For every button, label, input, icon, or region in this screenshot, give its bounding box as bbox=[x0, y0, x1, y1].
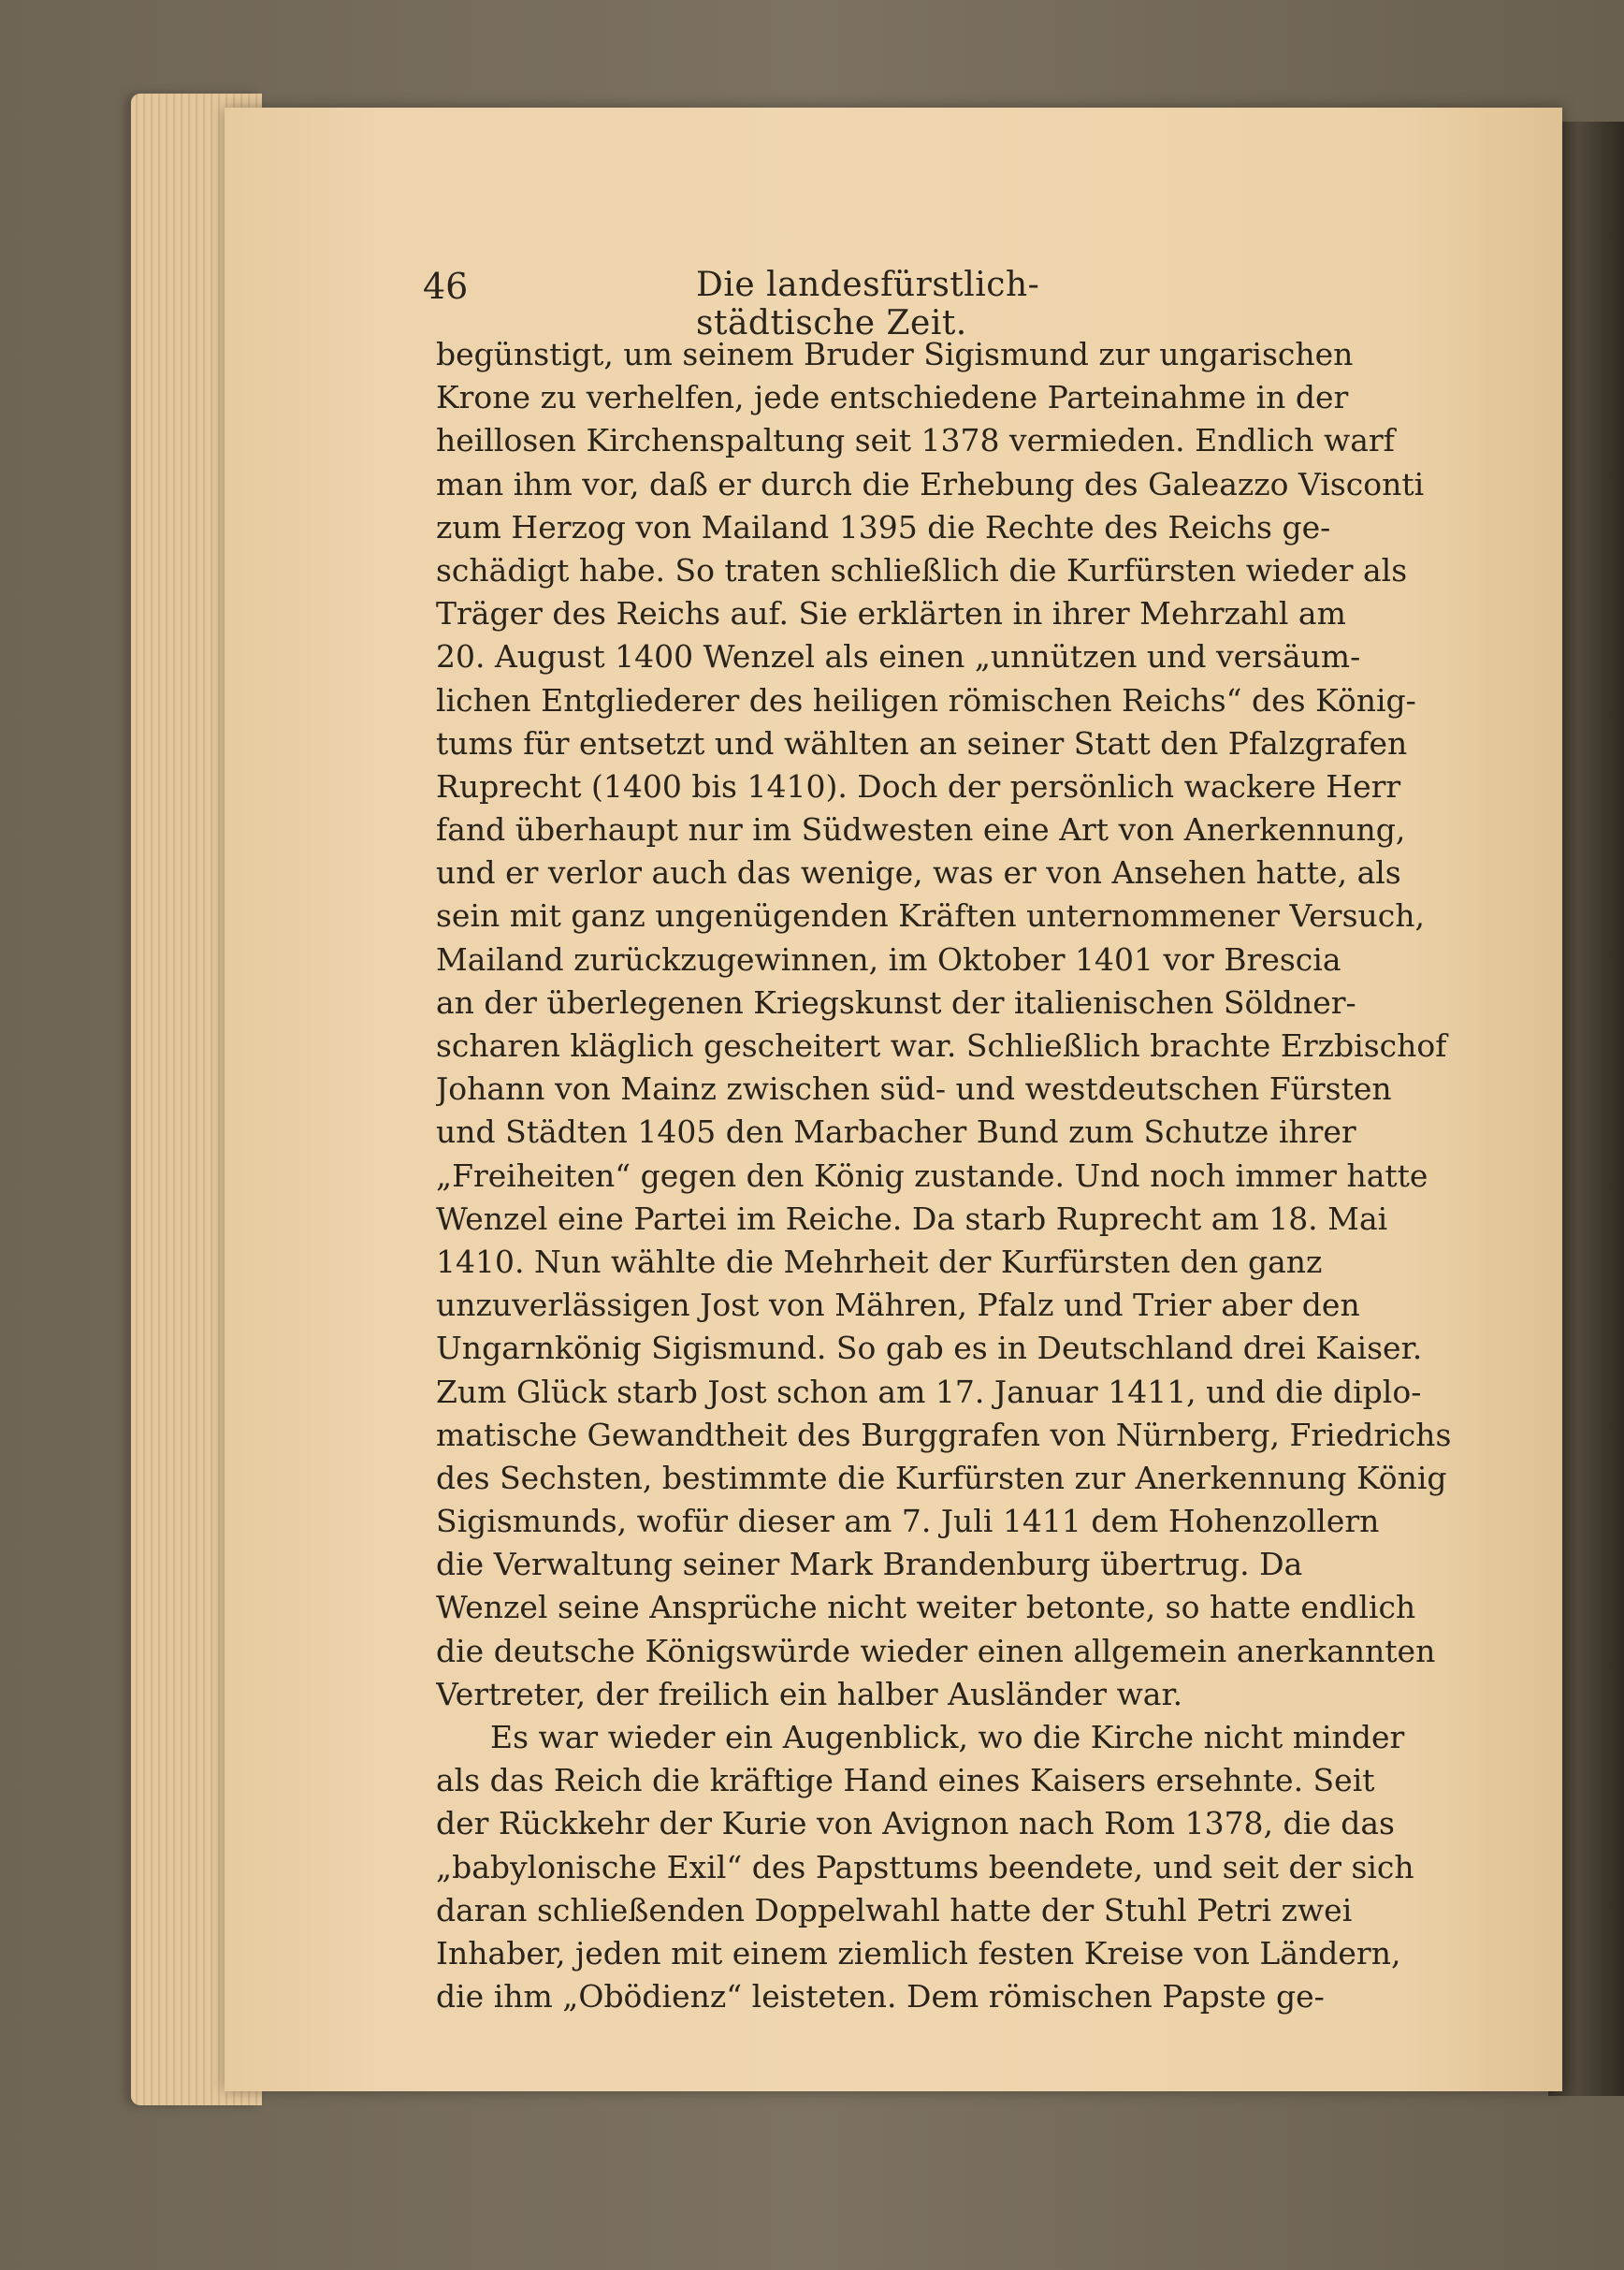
text-line: fand überhaupt nur im Südwesten eine Art von Anerkennung, bbox=[436, 811, 1406, 849]
text-line: begünstigt, um seinem Bruder Sigismund zur ungarischen bbox=[436, 336, 1354, 372]
page-number: 46 bbox=[423, 266, 469, 307]
text-line: Johann von Mainz zwischen süd- und westdeutschen Fürsten bbox=[436, 1070, 1392, 1108]
text-line: Vertreter, der freilich ein halber Ausländer war. bbox=[436, 1675, 1183, 1712]
text-line: und Städten 1405 den Marbacher Bund zum Schutze ihrer bbox=[436, 1113, 1356, 1151]
body-text bbox=[436, 333, 1459, 2018]
text-line: Ungarnkönig Sigismund. So gab es in Deutschland drei Kaiser. bbox=[436, 1330, 1423, 1367]
page-header bbox=[423, 260, 1190, 342]
text-line: „babylonische Exil“ des Papsttums beendete, und seit der sich bbox=[436, 1848, 1414, 1885]
text-line: daran schließenden Doppelwahl hatte der Stuhl Petri zwei bbox=[436, 1891, 1353, 1928]
text-line: als das Reich die kräftige Hand eines Kaisers ersehnte. Seit bbox=[436, 1762, 1375, 1799]
text-line: heillosen Kirchenspaltung seit 1378 vermieden. Endlich warf bbox=[436, 422, 1395, 459]
text-line: Ruprecht (1400 bis 1410). Doch der persönlich wackere Herr bbox=[436, 767, 1401, 805]
text-line: die ihm „Obödienz“ leisteten. Dem römischen Papste ge- bbox=[436, 1978, 1325, 2015]
text-line: Krone zu verhelfen, jede entschiedene Parteinahme in der bbox=[436, 379, 1349, 416]
text-line: Mailand zurückzugewinnen, im Oktober 1401 vor Brescia bbox=[436, 940, 1341, 978]
text-line: die Verwaltung seiner Mark Brandenburg übertrug. Da bbox=[436, 1546, 1303, 1583]
text-line: Zum Glück starb Jost schon am 17. Januar 1411, und die diplo- bbox=[436, 1373, 1422, 1410]
text-line: Inhaber, jeden mit einem ziemlich festen Kreise von Ländern, bbox=[436, 1934, 1401, 1972]
text-line: Träger des Reichs auf. Sie erklärten in ihrer Mehrzahl am bbox=[436, 595, 1346, 633]
text-line: des Sechsten, bestimmte die Kurfürsten zur Anerkennung König bbox=[436, 1459, 1447, 1496]
text-line: sein mit ganz ungenügenden Kräften unternommener Versuch, bbox=[436, 897, 1425, 935]
text-line: unzuverlässigen Jost von Mähren, Pfalz und Trier aber den bbox=[436, 1287, 1360, 1324]
text-line: und er verlor auch das wenige, was er von Ansehen hatte, als bbox=[436, 854, 1401, 892]
text-line: scharen kläglich gescheitert war. Schließlich brachte Erzbischof bbox=[436, 1027, 1447, 1064]
text-line: die deutsche Königswürde wieder einen allgemein anerkannten bbox=[436, 1632, 1436, 1669]
text-line: Wenzel eine Partei im Reiche. Da starb Ruprecht am 18. Mai bbox=[436, 1200, 1388, 1237]
text-line: tums für entsetzt und wählten an seiner Statt den Pfalzgrafen bbox=[436, 724, 1408, 762]
text-line: Wenzel seine Ansprüche nicht weiter betonte, so hatte endlich bbox=[436, 1589, 1416, 1626]
text-line: Sigismunds, wofür dieser am 7. Juli 1411 dem Hohenzollern bbox=[436, 1503, 1380, 1540]
paragraph-start-line: Es war wieder ein Augenblick, wo die Kirche nicht minder bbox=[490, 1719, 1405, 1755]
text-line: 1410. Nun wählte die Mehrheit der Kurfürsten den ganz bbox=[436, 1243, 1323, 1280]
text-line: matische Gewandtheit des Burggrafen von Nürnberg, Friedrichs bbox=[436, 1416, 1452, 1453]
text-line: man ihm vor, daß er durch die Erhebung des Galeazzo Visconti bbox=[436, 465, 1425, 502]
text-line: „Freiheiten“ gegen den König zustande. Und noch immer hatte bbox=[436, 1157, 1428, 1194]
running-title: Die landesfürstlich-städtische Zeit. bbox=[696, 266, 1040, 342]
text-line: lichen Entgliederer des heiligen römischen Reichs“ des König- bbox=[436, 681, 1416, 719]
text-line: zum Herzog von Mailand 1395 die Rechte des Reichs ge- bbox=[436, 508, 1331, 546]
text-line: schädigt habe. So traten schließlich die Kurfürsten wieder als bbox=[436, 551, 1408, 589]
text-line: der Rückkehr der Kurie von Avignon nach Rom 1378, die das bbox=[436, 1805, 1395, 1842]
text-line: 20. August 1400 Wenzel als einen „unnützen und versäum- bbox=[436, 638, 1361, 676]
text-line: an der überlegenen Kriegskunst der italienischen Söldner- bbox=[436, 983, 1356, 1021]
